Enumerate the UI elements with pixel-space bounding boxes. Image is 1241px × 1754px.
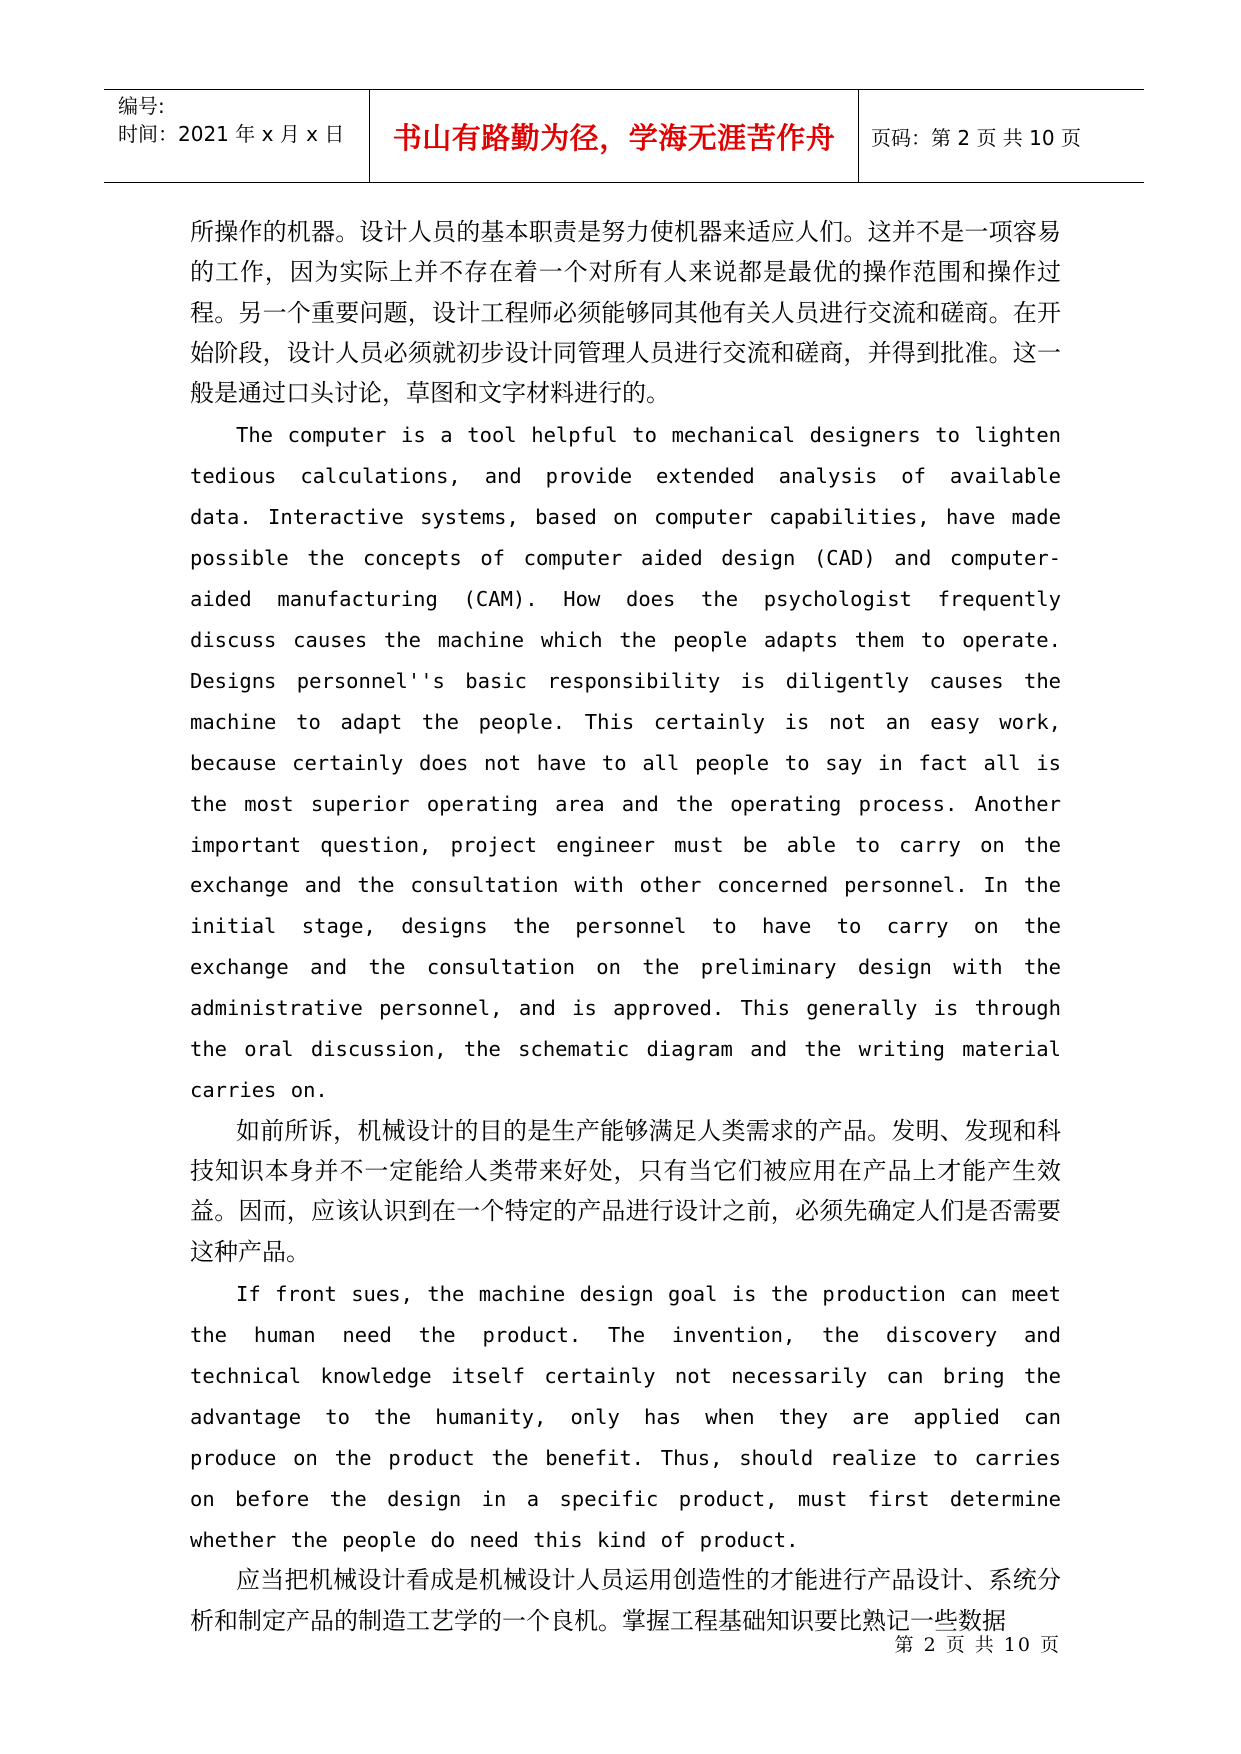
footer-page-number: 第 2 页 共 10 页 bbox=[894, 1634, 1061, 1656]
header-meta bbox=[104, 90, 369, 182]
paragraph-chinese-1: 所操作的机器。设计人员的基本职责是努力使机器来适应人们。这并不是一项容易的工作，因为实际上并不存在着一个对所有人来说都是最优的操作范围和操作过程。另一个重要问题，设计工程师必须能够同其他有关人员进行交流和磋商。在开始阶段，设计人员必须就初步设计同管理人员进行交流和磋商，并得到批准。这一般是通过口头讨论，草图和文字材料进行的。 bbox=[190, 218, 1061, 408]
page-number-label: 页码：第 2 页 共 10 页 bbox=[871, 125, 1081, 150]
header-page-info bbox=[859, 90, 1144, 182]
motto-text: 书山有路勤为径，学海无涯苦作舟 bbox=[392, 120, 836, 155]
paragraph-chinese-2: 如前所诉，机械设计的目的是生产能够满足人类需求的产品。发明、发现和科技知识本身并不一定能给人类带来好处，只有当它们被应用在产品上才能产生效益。因而，应该认识到在一个特定的产品进行设计之前，必须先确定人们是否需要这种产品。 bbox=[190, 1116, 1061, 1266]
paragraph-english-1: The computer is a tool helpful to mechanical designers to lighten tedious calculations, and provide extended analysis of available data. Interactive systems, based on computer capabilities, have made possible the concepts of computer aided design (CAD) and computer-aided manufacturing (CAM). How does the psychologist frequently discuss causes the machine which the people adapts them to operate. Designs personnel''s basic responsibility is diligently causes the machine to adapt the people. This certainly is not an easy work, because certainly does not have to all people to say in fact all is the most superior operating area and the operating process. Another important question, project engineer must be able to carry on the exchange and the consultation with other concerned personnel. In the initial stage, designs the personnel to have to carry on the exchange and the consultation on the preliminary design with the administrative personnel, and is approved. This generally is through the oral discussion, the schematic diagram and the writing material carries on. bbox=[190, 423, 1061, 1102]
paragraph-english-2: If front sues, the machine design goal is the production can meet the human need the product. The invention, the discovery and technical knowledge itself certainly not necessarily can bring the advantage to the humanity, only has when they are applied can produce on the product the benefit. Thus, should realize to carries on before the design in a specific product, must first determine whether the people do need this kind of product. bbox=[190, 1282, 1061, 1552]
paragraph-chinese-3: 应当把机械设计看成是机械设计人员运用创造性的才能进行产品设计、系统分析和制定产品的制造工艺学的一个良机。掌握工程基础知识要比熟记一些数据 bbox=[190, 1566, 1061, 1635]
document-body bbox=[190, 212, 1061, 1643]
header-motto bbox=[369, 90, 859, 182]
page-footer bbox=[895, 1630, 1061, 1657]
document-number-label: 编号: bbox=[118, 94, 165, 118]
page-header bbox=[104, 89, 1144, 183]
document-date-label: 时间：2021 年 x 月 x 日 bbox=[118, 122, 345, 146]
